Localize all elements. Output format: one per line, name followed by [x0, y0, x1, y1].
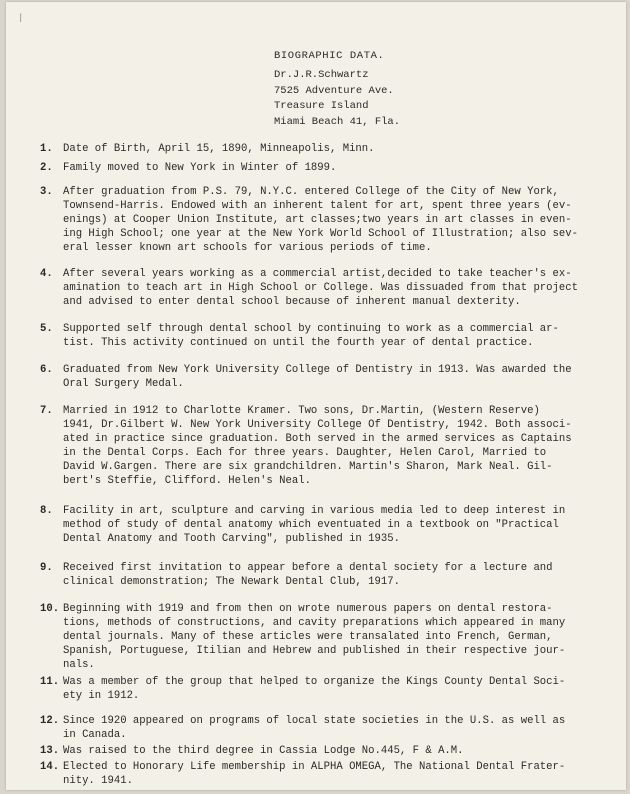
text-line: Graduated from New York University College of Dentistry in 1913. Was awarded the — [63, 364, 572, 376]
item-text — [63, 185, 608, 255]
text-line: ety in 1912. — [63, 690, 140, 702]
item-text — [63, 714, 608, 742]
text-line: Date of Birth, April 15, 1890, Minneapolis, Minn. — [63, 143, 375, 155]
item-text — [63, 760, 608, 788]
text-line: ated in practice since graduation. Both served in the armed services as Captains — [63, 433, 572, 445]
text-line: Since 1920 appeared on programs of local state societies in the U.S. as well as — [63, 715, 566, 727]
item-text — [63, 161, 608, 175]
item-number: 10. — [40, 603, 60, 615]
text-line: Was raised to the third degree in Cassia Lodge No.445, F & A.M. — [63, 745, 464, 757]
item-text — [63, 744, 608, 758]
text-line: and advised to enter dental school because of inherent manual dexterity. — [63, 296, 521, 308]
text-line: clinical demonstration; The Newark Dental Club, 1917. — [63, 576, 400, 588]
item-text — [63, 267, 608, 309]
address-line: 7525 Adventure Ave. — [274, 84, 394, 97]
address-line: Treasure Island — [274, 100, 369, 112]
item-number: 3. — [40, 186, 53, 198]
address-line: Dr.J.R.Schwartz — [274, 69, 369, 81]
item-number: 12. — [40, 715, 60, 727]
text-line: After graduation from P.S. 79, N.Y.C. entered College of the City of New York, — [63, 186, 559, 198]
text-line: Elected to Honorary Life membership in ALPHA OMEGA, The National Dental Frater- — [63, 761, 566, 773]
staple-mark-icon: | — [18, 13, 24, 23]
item-number: 4. — [40, 268, 53, 280]
text-line: tions, methods of constructions, and cavity preparations which appeared in many — [63, 617, 566, 629]
item-text — [63, 142, 608, 156]
text-line: ing High School; one year at the New York World School of Illustration; also sev- — [63, 228, 578, 240]
text-line: Received first invitation to appear before a dental society for a lecture and — [63, 562, 553, 574]
item-number: 7. — [40, 405, 53, 417]
text-line: Spanish, Portuguese, Itilian and Hebrew and published in their respective jour- — [63, 645, 566, 657]
text-line: dental journals. Many of these articles were transalated into French, German, — [63, 631, 553, 643]
item-text — [63, 504, 608, 546]
text-line: nals. — [63, 659, 95, 671]
item-number: 11. — [40, 676, 60, 688]
text-line: Beginning with 1919 and from then on wrote numerous papers on dental restora- — [63, 603, 553, 615]
text-line: tist. This activity continued on until the fourth year of dental practice. — [63, 337, 534, 349]
item-text — [63, 561, 608, 589]
item-number: 6. — [40, 364, 53, 376]
page-title: BIOGRAPHIC DATA. — [274, 50, 385, 62]
text-line: Facility in art, sculpture and carving in various media led to deep interest in — [63, 505, 566, 517]
item-text — [63, 675, 608, 703]
text-line: amination to teach art in High School or College. Was dissuaded from that project — [63, 282, 578, 294]
text-line: Supported self through dental school by continuing to work as a commercial ar- — [63, 323, 559, 335]
text-line: nity. 1941. — [63, 775, 133, 787]
text-line: Dental Anatomy and Tooth Carving", published in 1935. — [63, 533, 400, 545]
text-line: Oral Surgery Medal. — [63, 378, 184, 390]
item-number: 5. — [40, 323, 53, 335]
text-line: Married in 1912 to Charlotte Kramer. Two sons, Dr.Martin, (Western Reserve) — [63, 405, 540, 417]
item-number: 13. — [40, 745, 60, 757]
item-text — [63, 404, 608, 488]
text-line: eral lesser known art schools for various periods of time. — [63, 242, 432, 254]
text-line: 1941, Dr.Gilbert W. New York University College Of Dentistry, 1942. Both associ- — [63, 419, 572, 431]
item-number: 2. — [40, 162, 53, 174]
address-line: Miami Beach 41, Fla. — [274, 115, 401, 128]
item-text — [63, 322, 608, 350]
item-text — [63, 602, 608, 672]
item-number: 9. — [40, 562, 53, 574]
item-number: 8. — [40, 505, 53, 517]
address-block — [274, 68, 400, 130]
text-line: Was a member of the group that helped to organize the Kings County Dental Soci- — [63, 676, 566, 688]
text-line: David W.Gargen. There are six grandchildren. Martin's Sharon, Mark Neal. Gil- — [63, 461, 553, 473]
text-line: enings) at Cooper Union Institute, art classes;two years in art classes in even- — [63, 214, 572, 226]
item-text — [63, 363, 608, 391]
item-number: 14. — [40, 761, 60, 773]
text-line: in the Dental Corps. Each for three years. Daughter, Helen Carol, Married to — [63, 447, 547, 459]
text-line: Townsend-Harris. Endowed with an inherent talent for art, spent three years (ev- — [63, 200, 572, 212]
document-page — [6, 2, 626, 790]
item-number: 1. — [40, 143, 53, 155]
text-line: bert's Steffie, Clifford. Helen's Neal. — [63, 475, 311, 487]
text-line: Family moved to New York in Winter of 1899. — [63, 162, 337, 174]
text-line: in Canada. — [63, 729, 127, 741]
text-line: method of study of dental anatomy which eventuated in a textbook on "Practical — [63, 519, 559, 531]
text-line: After several years working as a commercial artist,decided to take teacher's ex- — [63, 268, 572, 280]
